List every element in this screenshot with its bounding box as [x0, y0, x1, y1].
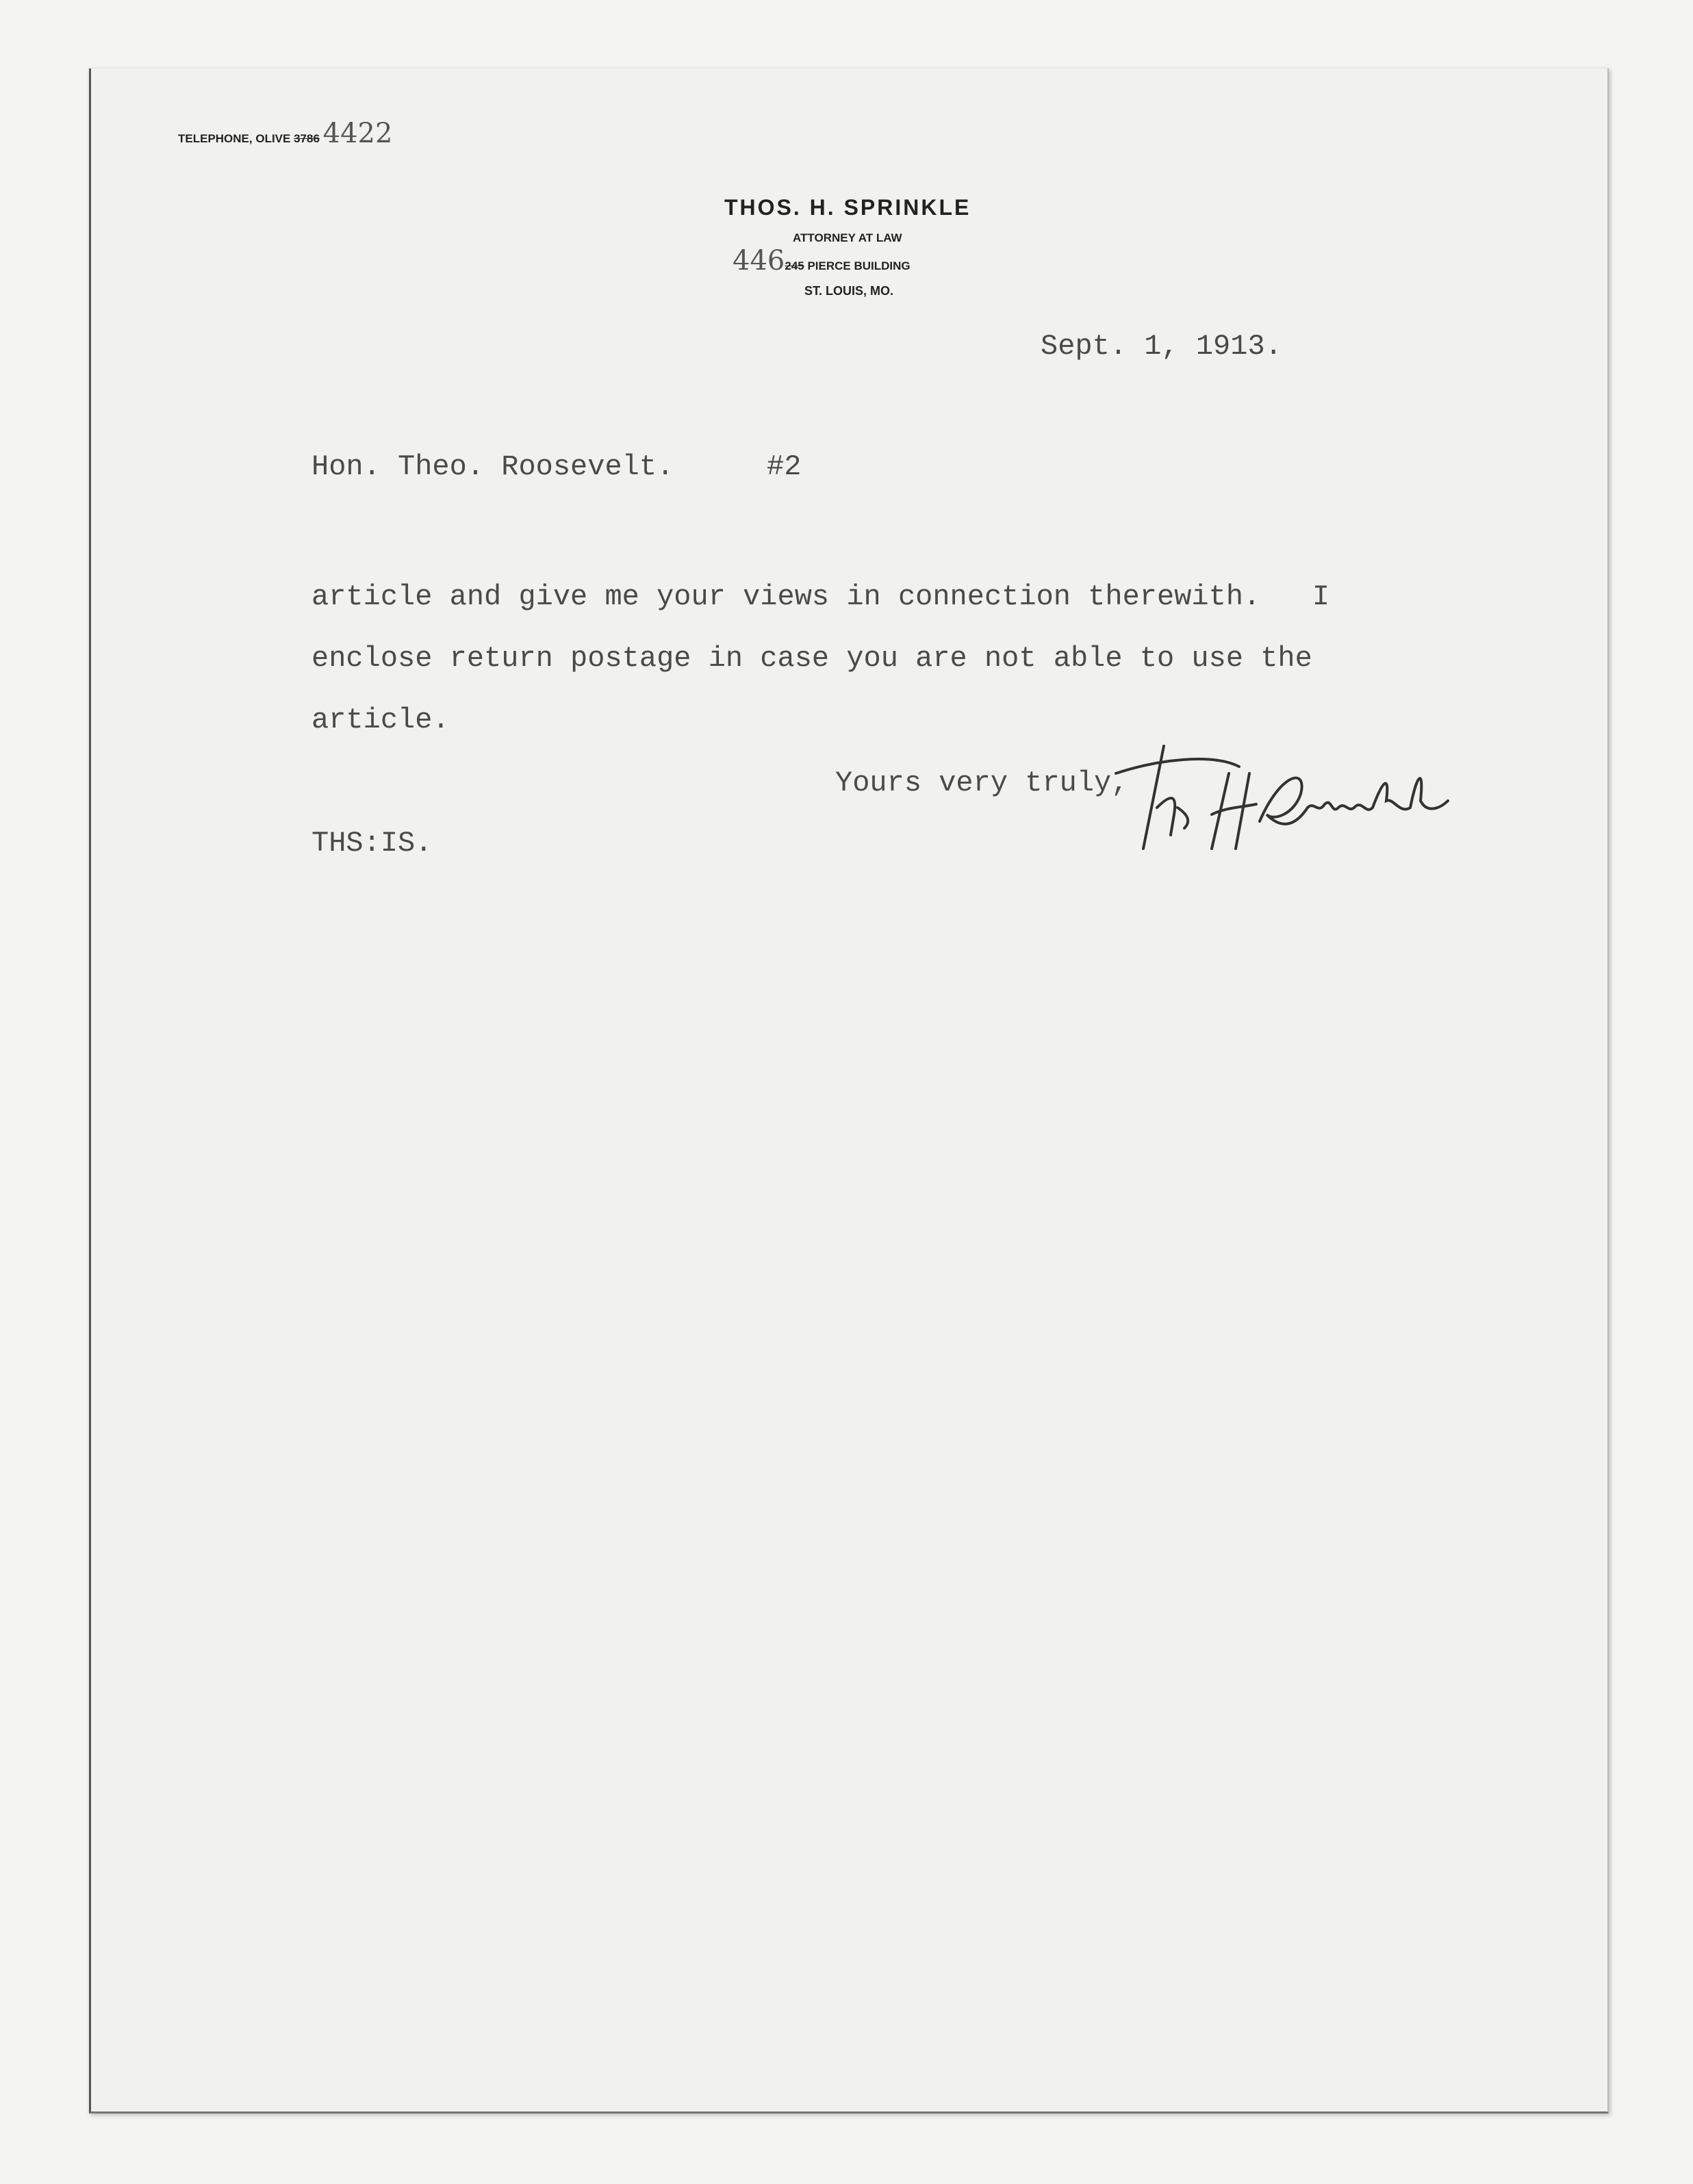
telephone-number: 4422 [322, 118, 393, 149]
letterhead-address [733, 245, 911, 277]
letterhead-title: ATTORNEY AT LAW [793, 231, 902, 244]
body-line: article and give me your views in connection therewith. I [311, 580, 1330, 613]
letterhead-name: THOS. H. SPRINKLE [724, 195, 971, 220]
letterhead-city: ST. LOUIS, MO. [804, 284, 894, 298]
letter-page [89, 68, 1609, 2114]
signature [1102, 732, 1499, 890]
address-correction: 446 [733, 245, 785, 277]
page-number: #2 [767, 450, 802, 483]
body-line: enclose return postage in case you are not able to use the [311, 642, 1312, 675]
letter-date: Sept. 1, 1913. [1041, 330, 1282, 363]
telephone-label: TELEPHONE, OLIVE [178, 132, 291, 145]
address-building: PIERCE BUILDING [807, 259, 911, 272]
body-line: article. [311, 704, 450, 736]
initials: THS:IS. [311, 827, 433, 860]
recipient: Hon. Theo. Roosevelt. [311, 450, 674, 483]
telephone-line [178, 118, 392, 149]
telephone-struck-number: 3786 [294, 132, 320, 145]
address-struck-number: 245 [785, 259, 804, 272]
closing: Yours very truly, [835, 767, 1129, 799]
